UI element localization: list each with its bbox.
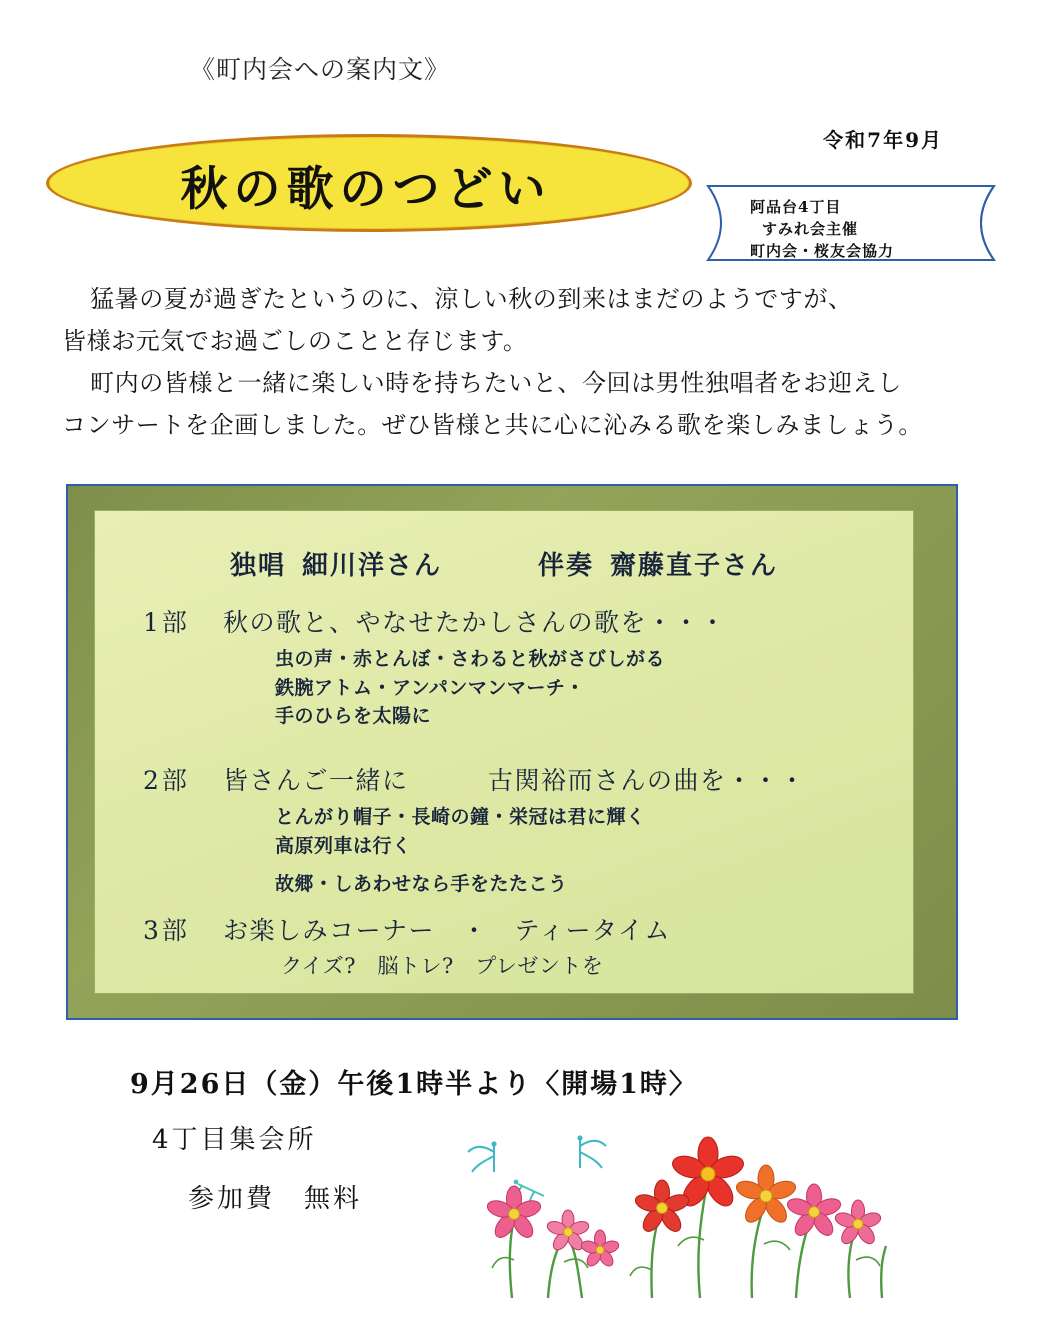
song-line: クイズ? 脳トレ? プレゼントを bbox=[281, 954, 604, 978]
part-song-list bbox=[95, 951, 913, 983]
organizer-line-1: 阿品台4丁目 bbox=[750, 198, 842, 216]
part-title: 皆さんご一緒に 古関裕而さんの曲を・・・ bbox=[223, 766, 807, 795]
dragonfly-icon bbox=[468, 1141, 497, 1172]
greeting-text bbox=[62, 278, 992, 446]
part-label: 2部 bbox=[143, 766, 190, 795]
program-part bbox=[95, 603, 913, 731]
program-part bbox=[95, 761, 913, 899]
part-title: 秋の歌と、やなせたかしさんの歌を・・・ bbox=[223, 608, 727, 637]
performer-accompanist bbox=[538, 545, 778, 582]
greeting-line-3: 町内の皆様と一緒に楽しい時を持ちたいと、今回は男性独唱者をお迎えし bbox=[90, 369, 902, 397]
greeting-line-1: 猛暑の夏が過ぎたというのに、涼しい秋の到来はまだのようですが、 bbox=[90, 285, 853, 313]
organizer-line-3: 町内会・桜友会協力 bbox=[750, 241, 895, 260]
greeting-line-2: 皆様お元気でお過ごしのことと存じます。 bbox=[62, 327, 528, 355]
part-title: お楽しみコーナー ・ ティータイム bbox=[223, 916, 672, 945]
part-label: 1部 bbox=[143, 608, 190, 637]
part-header bbox=[95, 761, 913, 797]
cosmos-flowers-illustration bbox=[452, 1110, 922, 1300]
organizer-ribbon bbox=[694, 184, 1012, 262]
flowers-icon bbox=[452, 1110, 922, 1300]
song-line: 故郷・しあわせなら手をたたこう bbox=[275, 873, 568, 895]
performer-role-label: 伴奏 bbox=[538, 551, 595, 581]
organizer-line-2: すみれ会主催 bbox=[762, 219, 859, 238]
performer-vocalist bbox=[230, 545, 442, 582]
song-line: とんがり帽子・長崎の鐘・栄冠は君に輝く bbox=[275, 806, 646, 828]
issue-date: 令和7年9月 bbox=[823, 128, 943, 152]
part-label: 3部 bbox=[143, 916, 190, 945]
part-header bbox=[95, 603, 913, 639]
song-line: 手のひらを太陽に bbox=[275, 705, 432, 727]
program-part bbox=[95, 911, 913, 983]
performer-name: 細川洋さん bbox=[301, 551, 442, 581]
performer-role-label: 独唱 bbox=[229, 551, 286, 581]
song-line: 高原列車は行く bbox=[275, 834, 412, 857]
dragonfly-icon bbox=[577, 1135, 606, 1168]
program-panel bbox=[94, 510, 914, 994]
performers-row bbox=[95, 545, 913, 582]
performer-name: 齋藤直子さん bbox=[610, 551, 779, 581]
organizer-text bbox=[750, 197, 894, 262]
flower-head bbox=[485, 1137, 882, 1269]
song-line: 鉄腕アトム・アンパンマンマーチ・ bbox=[275, 676, 585, 699]
song-line: 虫の声・赤とんぼ・さわると秋がさびしがる bbox=[275, 648, 666, 670]
page-title: 秋の歌のつどい bbox=[180, 161, 552, 217]
part-song-list bbox=[95, 803, 913, 899]
part-header bbox=[95, 911, 913, 947]
greeting-line-4: コンサートを企画しました。ぜひ皆様と共に心に沁みる歌を楽しみましょう。 bbox=[62, 411, 923, 439]
part-song-list bbox=[95, 645, 913, 731]
event-place: 4丁目集会所 bbox=[152, 1125, 317, 1155]
event-fee: 参加費 無料 bbox=[188, 1184, 363, 1214]
event-datetime: 9月26日（金）午後1時半より〈開場1時〉 bbox=[130, 1069, 698, 1100]
document-note: 《町内会への案内文》 bbox=[190, 55, 451, 84]
